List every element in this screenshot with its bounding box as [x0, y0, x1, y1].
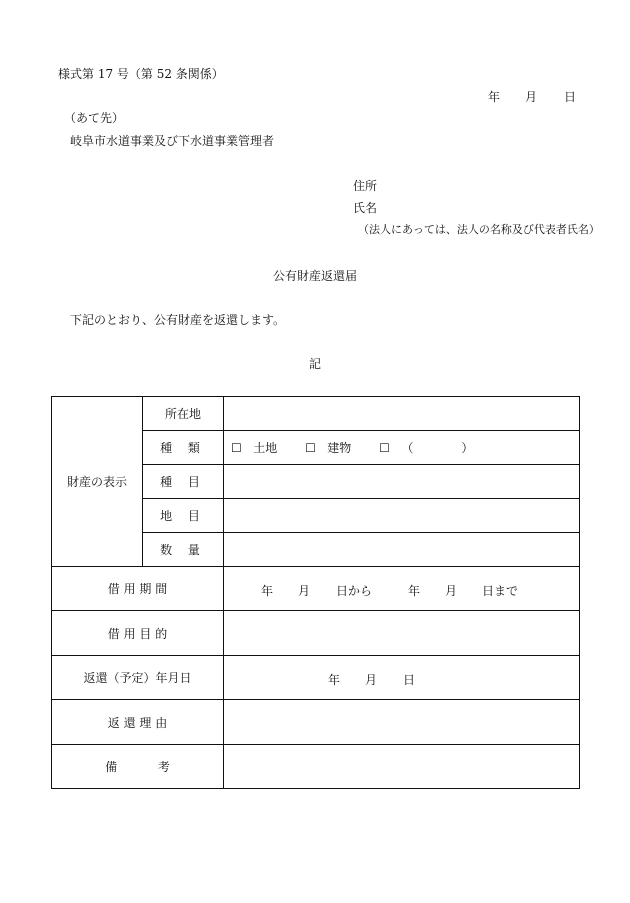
- location-label: 所在地: [143, 397, 224, 431]
- land-category-label: 地 目: [143, 499, 224, 533]
- lease-to-day: 日まで: [482, 584, 519, 598]
- category-field[interactable]: [224, 465, 580, 499]
- kind-label: 種 類: [143, 431, 224, 465]
- remarks-label: 備 考: [52, 745, 224, 789]
- remarks-field[interactable]: [224, 745, 580, 789]
- intro-text: 下記のとおり、公有財産を返還します。: [70, 313, 286, 327]
- land-label: 土地: [253, 441, 278, 455]
- other-label: （ ）: [401, 441, 474, 455]
- kind-option-land[interactable]: [231, 439, 277, 456]
- lease-period-field[interactable]: [224, 567, 580, 611]
- location-field[interactable]: [224, 397, 580, 431]
- address-label: 住所: [353, 179, 378, 193]
- building-checkbox[interactable]: ☐: [305, 441, 316, 455]
- kind-options: [224, 431, 580, 465]
- reason-field[interactable]: [224, 700, 580, 745]
- addressee-label: （あて先）: [64, 111, 125, 125]
- return-year: 年: [328, 673, 341, 687]
- lease-from-month: 月: [298, 584, 311, 598]
- category-label: 種 目: [143, 465, 224, 499]
- lease-to-year: 年: [408, 584, 421, 598]
- name-note: （法人にあっては、法人の名称及び代表者氏名）: [358, 223, 600, 236]
- date-day: 日: [564, 90, 577, 104]
- row-purpose: [52, 611, 580, 656]
- return-day: 日: [403, 673, 416, 687]
- ki-heading: 記: [308, 357, 321, 371]
- return-date-field[interactable]: [224, 656, 580, 700]
- purpose-label: 借 用 目 的: [52, 611, 224, 656]
- date-month: 月: [525, 90, 538, 104]
- quantity-label: 数 量: [143, 533, 224, 567]
- other-checkbox[interactable]: ☐: [379, 441, 390, 455]
- kind-option-other[interactable]: [379, 439, 473, 456]
- building-label: 建物: [327, 441, 352, 455]
- addressee: 岐阜市水道事業及び下水道事業管理者: [70, 134, 275, 148]
- lease-to-month: 月: [445, 584, 458, 598]
- row-location: [52, 397, 580, 431]
- row-remarks: [52, 745, 580, 789]
- form-number: 様式第 17 号（第 52 条関係）: [58, 67, 224, 81]
- name-label: 氏名: [353, 201, 378, 215]
- document-title: 公有財産返還届: [272, 269, 357, 283]
- land-checkbox[interactable]: ☐: [231, 441, 242, 455]
- return-month: 月: [365, 673, 378, 687]
- reason-label: 返 還 理 由: [52, 700, 224, 745]
- return-date-label: 返還（予定）年月日: [52, 656, 224, 700]
- lease-period-label: 借 用 期 間: [52, 567, 224, 611]
- property-return-table: [51, 396, 580, 789]
- quantity-field[interactable]: [224, 533, 580, 567]
- land-category-field[interactable]: [224, 499, 580, 533]
- row-return-date: [52, 656, 580, 700]
- kind-option-building[interactable]: [305, 439, 351, 456]
- row-reason: [52, 700, 580, 745]
- row-lease-period: [52, 567, 580, 611]
- lease-from-year: 年: [261, 584, 274, 598]
- lease-from-day: 日から: [336, 584, 373, 598]
- date-year: 年: [488, 90, 501, 104]
- purpose-field[interactable]: [224, 611, 580, 656]
- property-group-label: 財産の表示: [52, 397, 143, 567]
